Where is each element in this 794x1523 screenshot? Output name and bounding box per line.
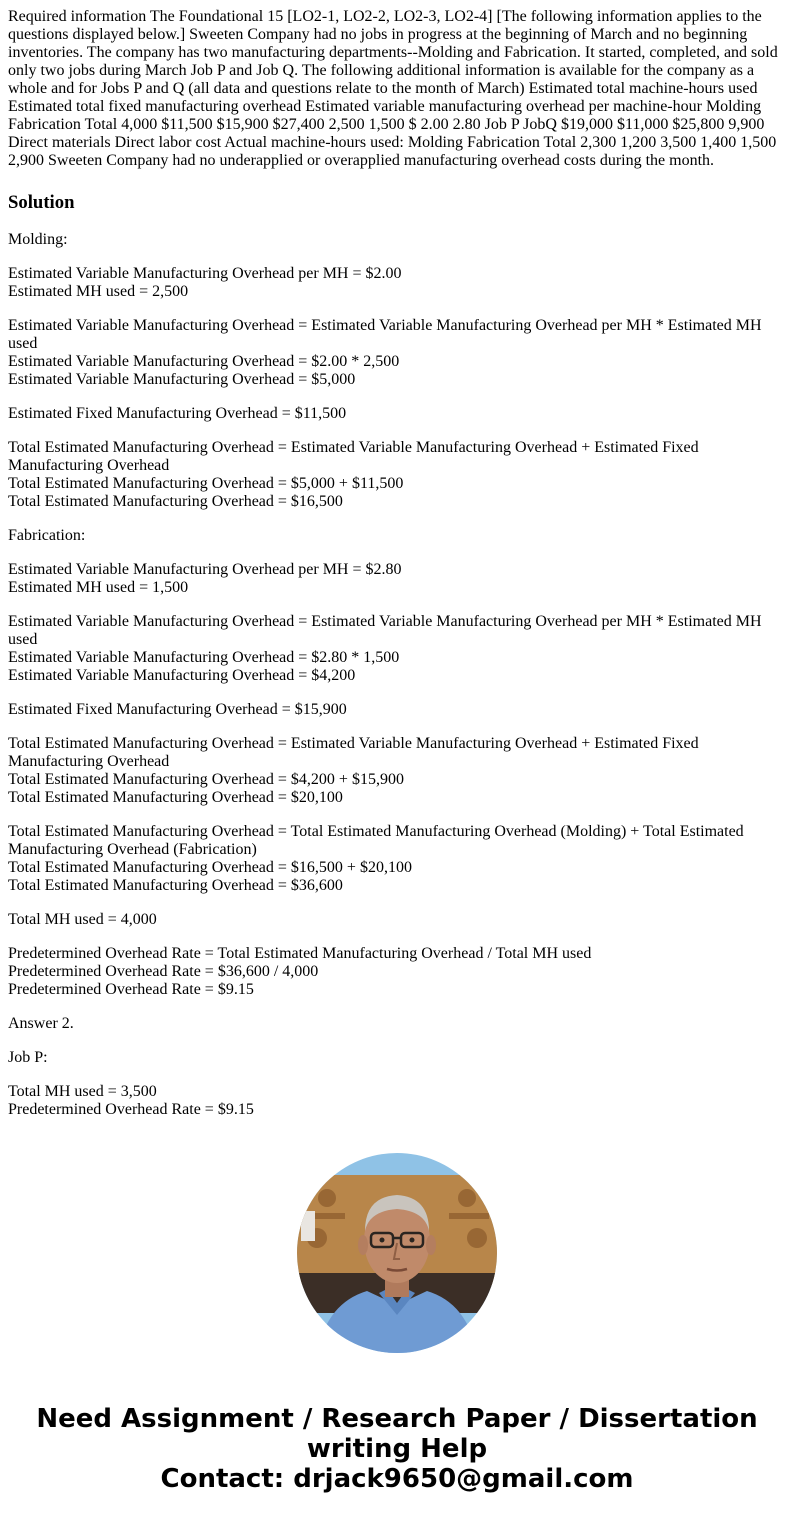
molding-var-formula: Estimated Variable Manufacturing Overhead = Estimated Variable Manufacturing Overhead per MH * Estimated MH used <box>8 317 762 352</box>
fabrication-var-result: Estimated Variable Manufacturing Overhead = $4,200 <box>8 667 356 684</box>
molding-variable <box>8 317 786 389</box>
fabrication-var-calc: Estimated Variable Manufacturing Overhead = $2.80 * 1,500 <box>8 649 400 666</box>
job-p-mh: Total MH used = 3,500 <box>8 1083 157 1100</box>
avatar-ear-right <box>426 1235 436 1255</box>
avatar-ear-left <box>358 1235 368 1255</box>
promo-line-1: Need Assignment / Research Paper / Dissertation <box>36 1404 758 1434</box>
fabrication-fixed: Estimated Fixed Manufacturing Overhead = $15,900 <box>8 701 347 718</box>
job-p-details <box>8 1083 786 1119</box>
fabrication-rate: Estimated Variable Manufacturing Overhead per MH = $2.80 <box>8 561 402 578</box>
combined-total <box>8 823 786 895</box>
solution-heading: Solution <box>8 192 75 213</box>
combined-result: Total Estimated Manufacturing Overhead = $36,600 <box>8 877 343 894</box>
fabrication-inputs <box>8 561 786 597</box>
promo-contact: Contact: drjack9650@gmail.com <box>160 1464 634 1494</box>
avatar-portrait-image <box>297 1153 497 1353</box>
molding-total-calc: Total Estimated Manufacturing Overhead = $5,000 + $11,500 <box>8 475 404 492</box>
rate-calc: Predetermined Overhead Rate = $36,600 / 4,000 <box>8 963 319 980</box>
fabrication-total-calc: Total Estimated Manufacturing Overhead = $4,200 + $15,900 <box>8 771 404 788</box>
molding-mh: Estimated MH used = 2,500 <box>8 283 189 300</box>
fabrication-heading: Fabrication: <box>8 527 86 544</box>
molding-heading: Molding: <box>8 231 68 248</box>
fabrication-total <box>8 735 786 807</box>
answer-label: Answer 2. <box>8 1015 74 1032</box>
molding-var-result: Estimated Variable Manufacturing Overhead = $5,000 <box>8 371 356 388</box>
molding-fixed: Estimated Fixed Manufacturing Overhead = $11,500 <box>8 405 347 422</box>
avatar-switch-plate <box>301 1211 315 1241</box>
combined-formula: Total Estimated Manufacturing Overhead = Total Estimated Manufacturing Overhead (Molding) + Total Estimated Manufacturing Overhead (Fabrication) <box>8 823 744 858</box>
molding-total-formula: Total Estimated Manufacturing Overhead = Estimated Variable Manufacturing Overhead + Estimated Fixed Manufacturing Overhead <box>8 439 699 474</box>
molding-var-calc: Estimated Variable Manufacturing Overhead = $2.00 * 2,500 <box>8 353 400 370</box>
molding-rate: Estimated Variable Manufacturing Overhead per MH = $2.00 <box>8 265 402 282</box>
avatar <box>297 1153 497 1353</box>
fabrication-variable <box>8 613 786 685</box>
avatar-eye-right <box>410 1238 415 1243</box>
total-mh: Total MH used = 4,000 <box>8 911 157 928</box>
avatar-eye-left <box>380 1238 385 1243</box>
fabrication-total-formula: Total Estimated Manufacturing Overhead = Estimated Variable Manufacturing Overhead + Estimated Fixed Manufacturing Overhead <box>8 735 699 770</box>
promo-banner <box>0 1404 794 1494</box>
rate-result: Predetermined Overhead Rate = $9.15 <box>8 981 254 998</box>
molding-total-result: Total Estimated Manufacturing Overhead = $16,500 <box>8 493 343 510</box>
molding-inputs <box>8 265 786 301</box>
promo-line-2: writing Help <box>306 1434 488 1464</box>
overhead-rate <box>8 945 786 999</box>
question-text: Required information The Foundational 15 [LO2-1, LO2-2, LO2-3, LO2-4] [The following information applies to the questions displayed below.] Sweeten Company had no jobs in progress at the beginning of March and no beginning inventories. The company has two manufacturing departments--Molding and Fabrication. It started, completed, and sold only two jobs during March Job P and Job Q. The following additional information is available for the company as a whole and for Jobs P and Q (all data and questions relate to the month of March) Estimated total machine-hours used Estimated total fixed manufacturing overhead Estimated variable manufacturing overhead per machine-hour Molding Fabrication Total 4,000 $11,500 $15,900 $27,400 2,500 1,500 $ 2.00 2.80 Job P JobQ $19,000 $11,000 $25,800 9,900 Direct materials Direct labor cost Actual machine-hours used: Molding Fabrication Total 2,300 1,200 3,500 1,400 1,500 2,900 Sweeten Company had no underapplied or overapplied manufacturing overhead costs during the month. <box>8 8 778 169</box>
job-p-heading: Job P: <box>8 1049 48 1066</box>
fabrication-mh: Estimated MH used = 1,500 <box>8 579 189 596</box>
fabrication-var-formula: Estimated Variable Manufacturing Overhead = Estimated Variable Manufacturing Overhead per MH * Estimated MH used <box>8 613 762 648</box>
rate-formula: Predetermined Overhead Rate = Total Estimated Manufacturing Overhead / Total MH used <box>8 945 592 962</box>
fabrication-total-result: Total Estimated Manufacturing Overhead = $20,100 <box>8 789 343 806</box>
job-p-rate: Predetermined Overhead Rate = $9.15 <box>8 1101 254 1118</box>
combined-calc: Total Estimated Manufacturing Overhead = $16,500 + $20,100 <box>8 859 412 876</box>
molding-total <box>8 439 786 511</box>
